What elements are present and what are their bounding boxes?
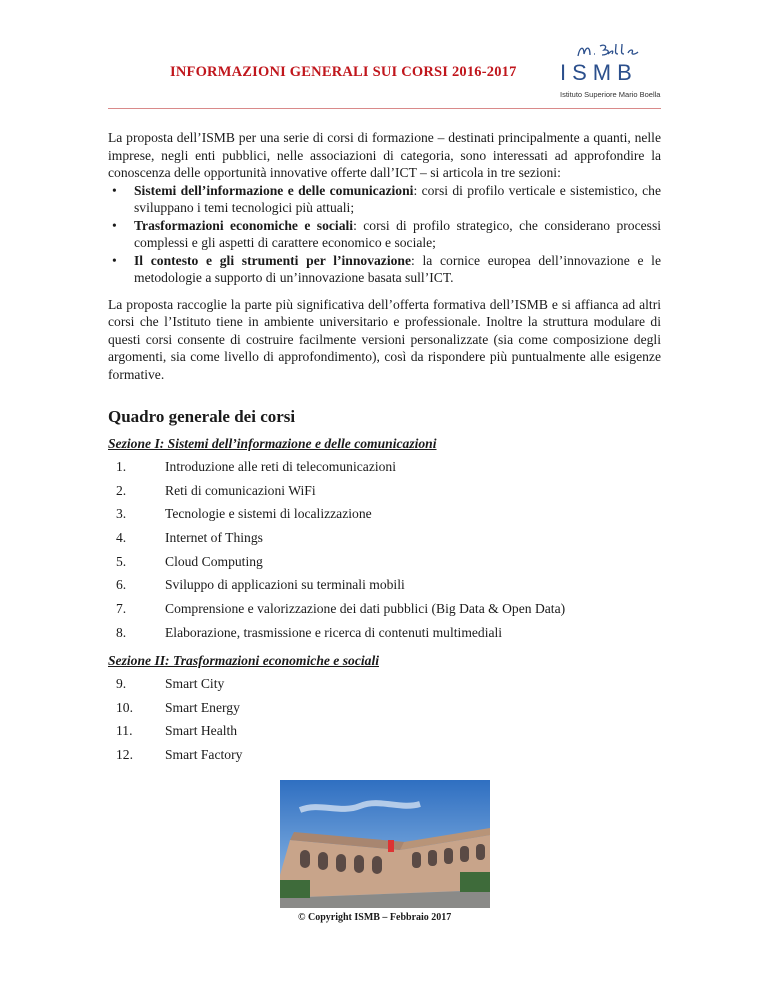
bullet-text: : corsi di profilo strategico, che considerano processi complessi e gli aspetti di carattere economico e sociale; [134,217,662,250]
bullet-bold: Il contesto e gli strumenti per l’innovazione [134,252,412,268]
course-row [108,502,661,526]
building-illustration [280,780,490,908]
course-name: Introduzione alle reti di telecomunicazioni [165,458,397,474]
course-row [108,719,661,743]
course-name: Cloud Computing [165,553,263,569]
course-row [108,573,661,597]
course-row [108,479,661,503]
course-row [108,455,661,479]
course-name: Comprensione e valorizzazione dei dati pubblici (Big Data & Open Data) [165,600,566,616]
course-name: Reti di comunicazioni WiFi [165,482,316,498]
course-row [108,597,661,621]
section-2-title: Sezione II: Trasformazioni economiche e sociali [108,653,379,668]
signature-graphic [574,40,644,62]
course-number: 8. [116,624,127,640]
course-number: 11. [116,723,133,739]
course-number: 4. [116,529,127,545]
course-name: Smart Health [165,723,238,739]
section-2-course-list [108,672,661,767]
course-row [108,550,661,574]
course-number: 12. [116,746,133,762]
course-name: Elaborazione, trasmissione e ricerca di contenuti multimediali [165,624,503,640]
course-row [108,696,661,720]
course-row [108,621,661,645]
course-number: 10. [116,699,133,715]
course-name: Internet of Things [165,529,263,545]
intro-paragraph-2: La proposta raccoglie la parte più significativa dell’offerta formativa dell’ISMB e si affianca ad altri corsi che l’Istituto tiene in ambiente universitario e professionale. Inoltre la struttura modulare di questi corsi consente di costruire facilmente versioni personalizzate (sia come composizione degli argomenti, sia come livello di approfondimento), così da rispondere più puntualmente alle esigenze formative. [108,296,661,382]
overview-heading: Quadro generale dei corsi [108,407,296,426]
section-1-title: Sezione I: Sistemi dell’informazione e delle comunicazioni [108,436,437,451]
bullet-bold: Sistemi dell’informazione e delle comunicazioni [134,182,414,198]
course-number: 7. [116,600,127,616]
page-title: INFORMAZIONI GENERALI SUI CORSI 2016-2017 [170,64,517,80]
ismb-logo [560,40,660,102]
intro-content [108,129,661,383]
course-name: Smart Factory [165,746,243,762]
course-name: Smart Energy [165,699,240,715]
course-row [108,672,661,696]
bullet-bold: Trasformazioni economiche e sociali [134,217,354,233]
building-photo [280,780,490,908]
logo-subtitle: Istituto Superiore Mario Boella [560,90,661,99]
bullet-item: • Il contesto e gli strumenti per l’innovazione: la cornice europea dell’innovazione e le metodologie a supporto di un’innovazione basata sull’ICT. [112,252,661,285]
bullet-text: : corsi di profilo verticale e sistemistico, che sviluppano i temi tecnologici più attuali; [134,182,661,215]
course-name: Smart City [165,675,225,691]
bullet-item: • Trasformazioni economiche e sociali: corsi di profilo strategico, che considerano processi complessi e gli aspetti di carattere economico e sociale; [112,217,662,250]
course-number: 6. [116,577,127,593]
logo-letters: ISMB [560,60,638,85]
course-number: 5. [116,553,127,569]
course-row [108,526,661,550]
sections-bullet-list [108,182,661,287]
course-name: Sviluppo di applicazioni su terminali mobili [165,577,405,593]
course-number: 2. [116,482,127,498]
copyright-notice: © Copyright ISMB – Febbraio 2017 [298,912,452,923]
course-row [108,743,661,767]
course-number: 9. [116,675,127,691]
course-number: 3. [116,506,127,522]
intro-paragraph-1: La proposta dell’ISMB per una serie di corsi di formazione – destinati principalmente a quanti, nelle imprese, negli enti pubblici, nelle associazioni di categoria, sono interessati ad approfondire la conoscenza delle opportunità innovative offerte dall’ICT – si articola in tre sezioni: [108,130,661,180]
title-divider [108,108,661,109]
bullet-text: : la cornice europea dell’innovazione e le metodologie a supporto di un’innovazione basata sull’ICT. [134,252,661,285]
section-1-course-list [108,455,661,645]
bullet-item: • Sistemi dell’informazione e delle comunicazioni: corsi di profilo verticale e sistemistico, che sviluppano i temi tecnologici più attuali; [112,182,661,215]
course-number: 1. [116,458,127,474]
course-name: Tecnologie e sistemi di localizzazione [165,506,372,522]
